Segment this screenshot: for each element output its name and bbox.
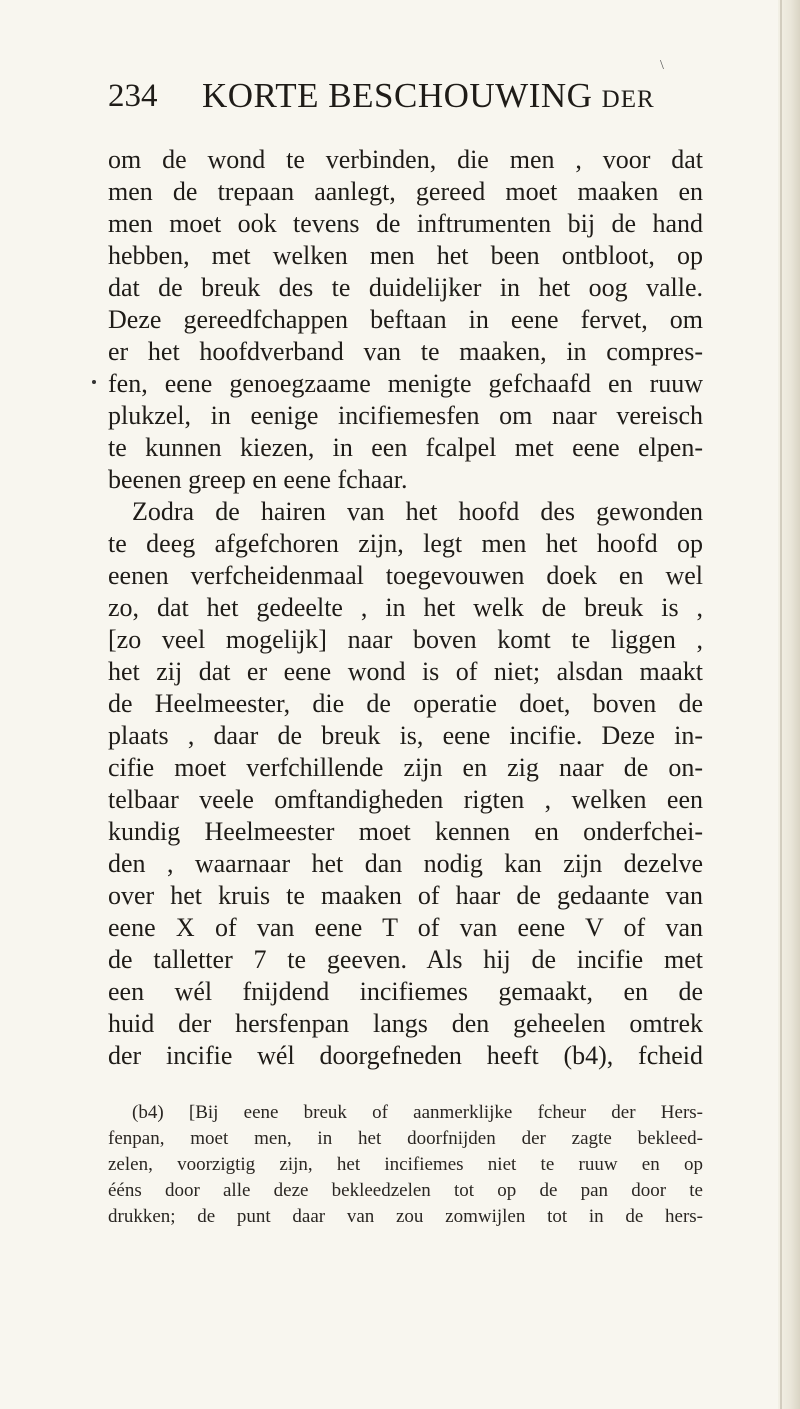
body-line: den , waarnaar het dan nodig kan zijn dezelve <box>108 849 703 878</box>
running-header <box>108 76 708 126</box>
body-line: te kunnen kiezen, in een fcalpel met eene elpen- <box>108 433 703 462</box>
body-line: huid der hersfenpan langs den geheelen omtrek <box>108 1009 703 1038</box>
footnote-line: fenpan, moet men, in het doorfnijden der zagte bekleed- <box>108 1128 703 1149</box>
body-line: een wél fnijdend incifiemes gemaakt, en de <box>108 977 703 1006</box>
footnote-line: zelen, voorzigtig zijn, het incifiemes niet te ruuw en op <box>108 1154 703 1175</box>
page-fold-line <box>780 0 782 1409</box>
body-line: de Heelmeester, die de operatie doet, boven de <box>108 689 703 718</box>
body-line: [zo veel mogelijk] naar boven komt te liggen , <box>108 625 703 654</box>
body-line: kundig Heelmeester moet kennen en onderfchei- <box>108 817 703 846</box>
body-line: te deeg afgefchoren zijn, legt men het hoofd op <box>108 529 703 558</box>
body-line: plukzel, in eenige incifiemesfen om naar vereisch <box>108 401 703 430</box>
page-number: 234 <box>108 78 158 114</box>
body-line: telbaar veele omftandigheden rigten , welken een <box>108 785 703 814</box>
running-title-main: KORTE BESCHOUWING <box>202 76 602 115</box>
body-line: Zodra de hairen van het hoofd des gewonden <box>132 497 703 526</box>
body-line: fen, eene genoegzaame menigte gefchaafd en ruuw <box>108 369 703 398</box>
body-line: over het kruis te maaken of haar de gedaante van <box>108 881 703 910</box>
footnote-line: (b4) [Bij eene breuk of aanmerklijke fcheur der Hers- <box>132 1102 703 1123</box>
body-line: de talletter 7 te geeven. Als hij de incifie met <box>108 945 703 974</box>
corner-mark: \ <box>660 58 664 73</box>
body-line: dat de breuk des te duidelijker in het oog valle. <box>108 273 703 302</box>
margin-dot <box>92 380 96 384</box>
body-line: plaats , daar de breuk is, eene incifie. Deze in- <box>108 721 703 750</box>
body-line: der incifie wél doorgefneden heeft (b4), fcheid <box>108 1041 703 1070</box>
running-title <box>202 76 655 116</box>
body-line: eene X of van eene T of van eene V of van <box>108 913 703 942</box>
body-line: beenen greep en eene fchaar. <box>108 465 408 494</box>
body-line: om de wond te verbinden, die men , voor dat <box>108 145 703 174</box>
body-line: het zij dat er eene wond is of niet; alsdan maakt <box>108 657 703 686</box>
body-line: men de trepaan aanlegt, gereed moet maaken en <box>108 177 703 206</box>
body-line: er het hoofdverband van te maaken, in compres- <box>108 337 703 366</box>
body-line: cifie moet verfchillende zijn en zig naar de on- <box>108 753 703 782</box>
body-line: men moet ook tevens de inftrumenten bij de hand <box>108 209 703 238</box>
body-line: hebben, met welken men het been ontbloot, op <box>108 241 703 270</box>
body-line: zo, dat het gedeelte , in het welk de breuk is , <box>108 593 703 622</box>
body-line: Deze gereedfchappen beftaan in eene fervet, om <box>108 305 703 334</box>
footnote-line: ééns door alle deze bekleedzelen tot op de pan door te <box>108 1180 703 1201</box>
body-line: eenen verfcheidenmaal toegevouwen doek en wel <box>108 561 703 590</box>
running-title-small: DER <box>601 86 655 113</box>
footnote-line: drukken; de punt daar van zou zomwijlen tot in de hers- <box>108 1206 703 1227</box>
